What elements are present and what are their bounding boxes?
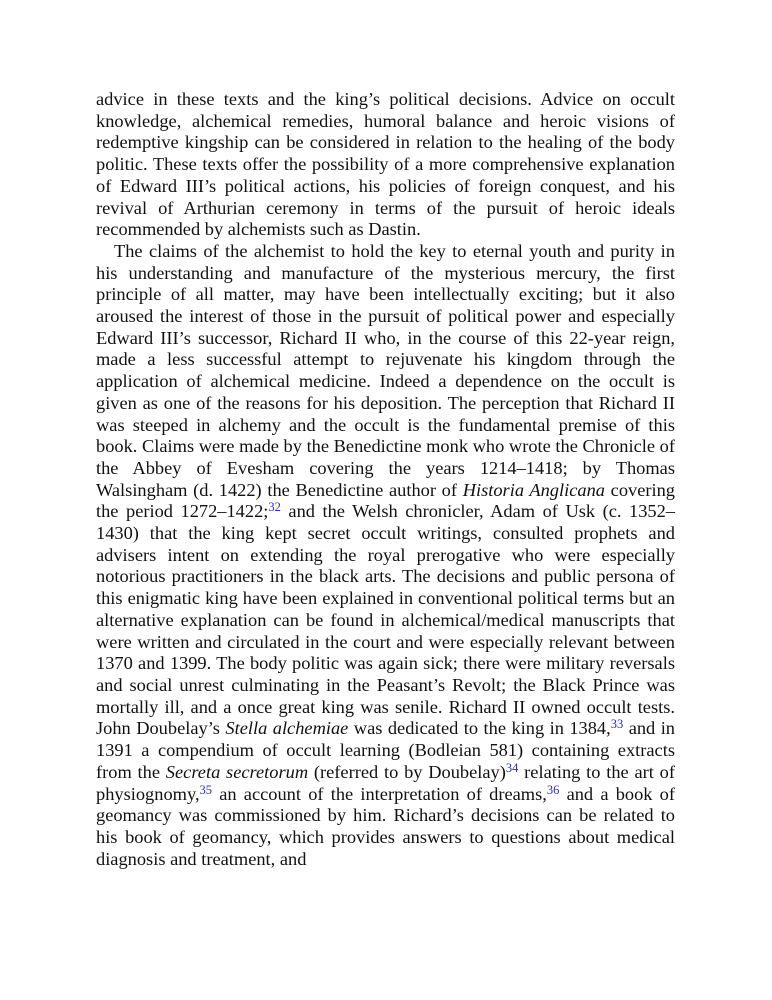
paragraph-2	[96, 241, 675, 870]
title-secreta-secretorum: Secreta secretorum	[165, 761, 309, 782]
paragraph-1: advice in these texts and the king’s political decisions. Advice on occult knowledge, alchemical remedies, humoral balance and heroic visions of redemptive kingship can be considered in relation to the healing of the body politic. These texts offer the possibility of a more comprehensive explanation of Edward III’s political actions, his policies of foreign conquest, and his revival of Arthurian ceremony in terms of the pursuit of heroic ideals recommended by alchemists such as Dastin.	[96, 89, 675, 240]
paragraph-2-text: and the Welsh chronicler, Adam of Usk (c. 1352–1430) that the king kept secret occult writings, consulted prophets and advisers intent on extending the royal prerogative who were especially notorious practitioners in the black arts. The decisions and public persona of this enigmatic king have been explained in conventional political terms but an alternative explanation can be found in alchemical/medical manuscripts that were written and circulated in the court and were especially relevant between 1370 and 1399. The body politic was again sick; there were military reversals and social unrest culminating in the Peasant’s Revolt; the Black Prince was mortally ill, and a once great king was senile. Richard II owned occult tests. John Doubelay’s	[96, 501, 675, 739]
title-stella-alchemiae: Stella alchemiae	[225, 718, 349, 739]
paragraph-2-text: an account of the interpretation of dreams,	[212, 783, 547, 804]
paragraph-2-text: covering the period 1272–1422;	[96, 479, 675, 522]
title-historia-anglicana: Historia Anglicana	[462, 479, 605, 500]
paragraph-2-text: was dedicated to the king in 1384,	[348, 718, 611, 739]
paragraph-2-text: relating to the art of physiognomy,	[96, 761, 675, 804]
page-body	[96, 89, 675, 870]
footnote-ref-35[interactable]: 35	[199, 782, 213, 797]
paragraph-2-text: The claims of the alchemist to hold the key to eternal youth and purity in his understanding and manufacture of the mysterious mercury, the first principle of all matter, may have been intellectually exciting; but it also aroused the interest of those in the pursuit of political power and especially Edward III’s successor, Richard II who, in the course of this 22-year reign, made a less successful attempt to rejuvenate his kingdom through the application of alchemical medicine. Indeed a dependence on the occult is given as one of the reasons for his deposition. The perception that Richard II was steeped in alchemy and the occult is the fundamental premise of this book. Claims were made by the Benedictine monk who wrote the Chronicle of the Abbey of Evesham covering the years 1214–1418; by Thomas Walsingham (d. 1422) the Benedictine author of	[96, 240, 675, 500]
paragraph-2-text: (referred to by Doubelay)	[308, 761, 506, 782]
paragraph-2-text: and in 1391 a compendium of occult learning (Bodleian 581) containing extracts from the	[96, 718, 675, 782]
footnote-ref-33[interactable]: 33	[610, 717, 624, 732]
footnote-ref-36[interactable]: 36	[546, 782, 560, 797]
footnote-ref-32[interactable]: 32	[268, 500, 281, 515]
paragraph-2-text: and a book of geomancy was commissioned by him. Richard’s decisions can be related to his book of geomancy, which provides answers to questions about medical diagnosis and treatment, and	[96, 783, 675, 869]
footnote-ref-34[interactable]: 34	[505, 760, 519, 775]
